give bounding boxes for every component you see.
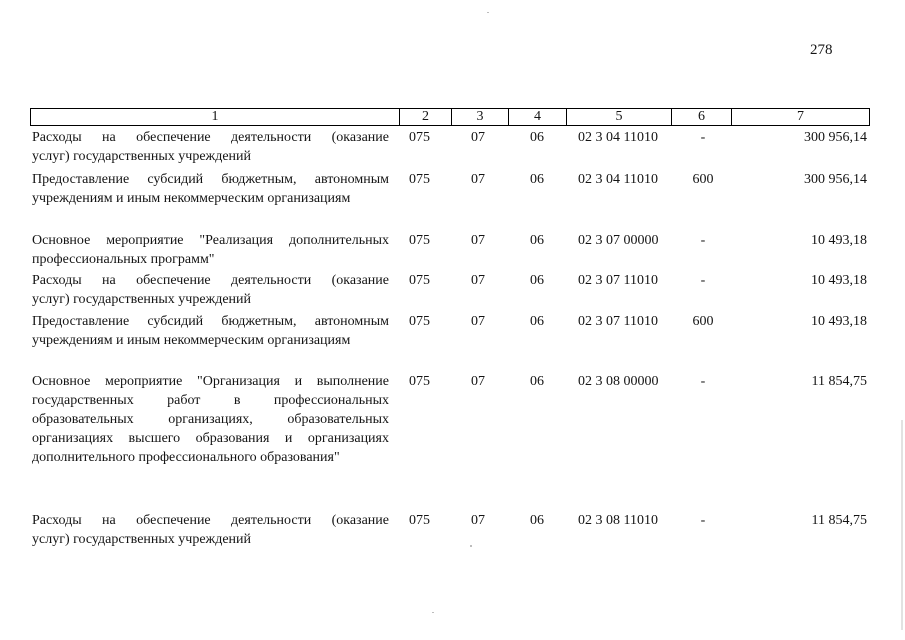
row-c5-cell: 02 3 07 11010 bbox=[578, 314, 658, 329]
row-c4-cell: 06 bbox=[530, 314, 544, 329]
row-c5-cell: 02 3 04 11010 bbox=[578, 172, 658, 187]
row-description bbox=[32, 128, 389, 166]
row-c7-cell: 11 854,75 bbox=[811, 513, 867, 528]
row-c3-cell: 07 bbox=[471, 314, 485, 329]
description-line: учреждениям и иным некоммерческим организациям bbox=[32, 333, 351, 348]
row-c3-cell: 07 bbox=[471, 233, 485, 248]
row-c2-cell: 075 bbox=[409, 513, 430, 528]
row-c3-cell: 07 bbox=[471, 130, 485, 145]
row-description bbox=[32, 312, 389, 350]
description-line: услуг) государственных учреждений bbox=[32, 532, 252, 547]
row-c7-cell: 10 493,18 bbox=[811, 233, 867, 248]
row-c7-cell: 11 854,75 bbox=[811, 374, 867, 389]
row-description bbox=[32, 511, 389, 549]
row-c2-cell: 075 bbox=[409, 172, 430, 187]
description-line: организациях высшего образования и организациях bbox=[32, 431, 389, 446]
row-c7-cell: 10 493,18 bbox=[811, 314, 867, 329]
row-c4-cell: 06 bbox=[530, 513, 544, 528]
row-c7-cell: 10 493,18 bbox=[811, 273, 867, 288]
scan-speck bbox=[470, 545, 472, 547]
scan-speck bbox=[487, 12, 489, 13]
scan-edge bbox=[901, 420, 903, 630]
row-c4-cell: 06 bbox=[530, 273, 544, 288]
description-line: Расходы на обеспечение деятельности (оказание bbox=[32, 130, 389, 145]
header-cell-7: 7 bbox=[732, 108, 870, 126]
row-c3-cell: 07 bbox=[471, 172, 485, 187]
description-line: Предоставление субсидий бюджетным, автономным bbox=[32, 314, 389, 329]
description-line: Предоставление субсидий бюджетным, автономным bbox=[32, 172, 389, 187]
description-line: государственных работ в профессиональных bbox=[32, 393, 389, 408]
row-c5-cell: 02 3 07 00000 bbox=[578, 233, 659, 248]
row-c6-cell: - bbox=[700, 130, 706, 145]
row-c6-cell: 600 bbox=[692, 314, 714, 329]
description-line: услуг) государственных учреждений bbox=[32, 149, 252, 164]
row-description bbox=[32, 372, 389, 467]
row-c4-cell: 06 bbox=[530, 233, 544, 248]
header-cell-1: 1 bbox=[30, 108, 400, 126]
row-c3-cell: 07 bbox=[471, 374, 485, 389]
row-c5-cell: 02 3 07 11010 bbox=[578, 273, 658, 288]
row-c2-cell: 075 bbox=[409, 314, 430, 329]
description-line: Расходы на обеспечение деятельности (оказание bbox=[32, 513, 389, 528]
header-cell-3: 3 bbox=[452, 108, 509, 126]
header-cell-4: 4 bbox=[509, 108, 567, 126]
row-c5-cell: 02 3 04 11010 bbox=[578, 130, 658, 145]
row-c7-cell: 300 956,14 bbox=[804, 172, 867, 187]
row-c3-cell: 07 bbox=[471, 273, 485, 288]
scan-speck bbox=[432, 612, 434, 613]
row-c6-cell: - bbox=[700, 374, 706, 389]
description-line: услуг) государственных учреждений bbox=[32, 292, 252, 307]
row-description bbox=[32, 170, 389, 208]
page-number: 278 bbox=[810, 42, 833, 58]
description-line: образовательных организациях, образовательных bbox=[32, 412, 389, 427]
row-c5-cell: 02 3 08 00000 bbox=[578, 374, 659, 389]
description-line: Расходы на обеспечение деятельности (оказание bbox=[32, 273, 389, 288]
row-c4-cell: 06 bbox=[530, 130, 544, 145]
header-cell-6: 6 bbox=[672, 108, 732, 126]
row-c2-cell: 075 bbox=[409, 233, 430, 248]
row-c4-cell: 06 bbox=[530, 374, 544, 389]
row-description bbox=[32, 271, 389, 309]
header-cell-2: 2 bbox=[400, 108, 452, 126]
description-line: профессиональных программ" bbox=[32, 252, 215, 267]
description-line: Основное мероприятие "Организация и выполнение bbox=[32, 374, 389, 389]
row-c6-cell: - bbox=[700, 513, 706, 528]
row-c3-cell: 07 bbox=[471, 513, 485, 528]
row-c2-cell: 075 bbox=[409, 374, 430, 389]
description-line: учреждениям и иным некоммерческим организациям bbox=[32, 191, 351, 206]
row-c2-cell: 075 bbox=[409, 273, 430, 288]
row-c4-cell: 06 bbox=[530, 172, 544, 187]
row-c5-cell: 02 3 08 11010 bbox=[578, 513, 658, 528]
row-c2-cell: 075 bbox=[409, 130, 430, 145]
row-description bbox=[32, 231, 389, 269]
description-line: Основное мероприятие "Реализация дополнительных bbox=[32, 233, 389, 248]
row-c6-cell: - bbox=[700, 273, 706, 288]
description-line: дополнительного профессионального образования" bbox=[32, 450, 340, 465]
row-c7-cell: 300 956,14 bbox=[804, 130, 867, 145]
row-c6-cell: 600 bbox=[692, 172, 714, 187]
header-cell-5: 5 bbox=[567, 108, 672, 126]
row-c6-cell: - bbox=[700, 233, 706, 248]
